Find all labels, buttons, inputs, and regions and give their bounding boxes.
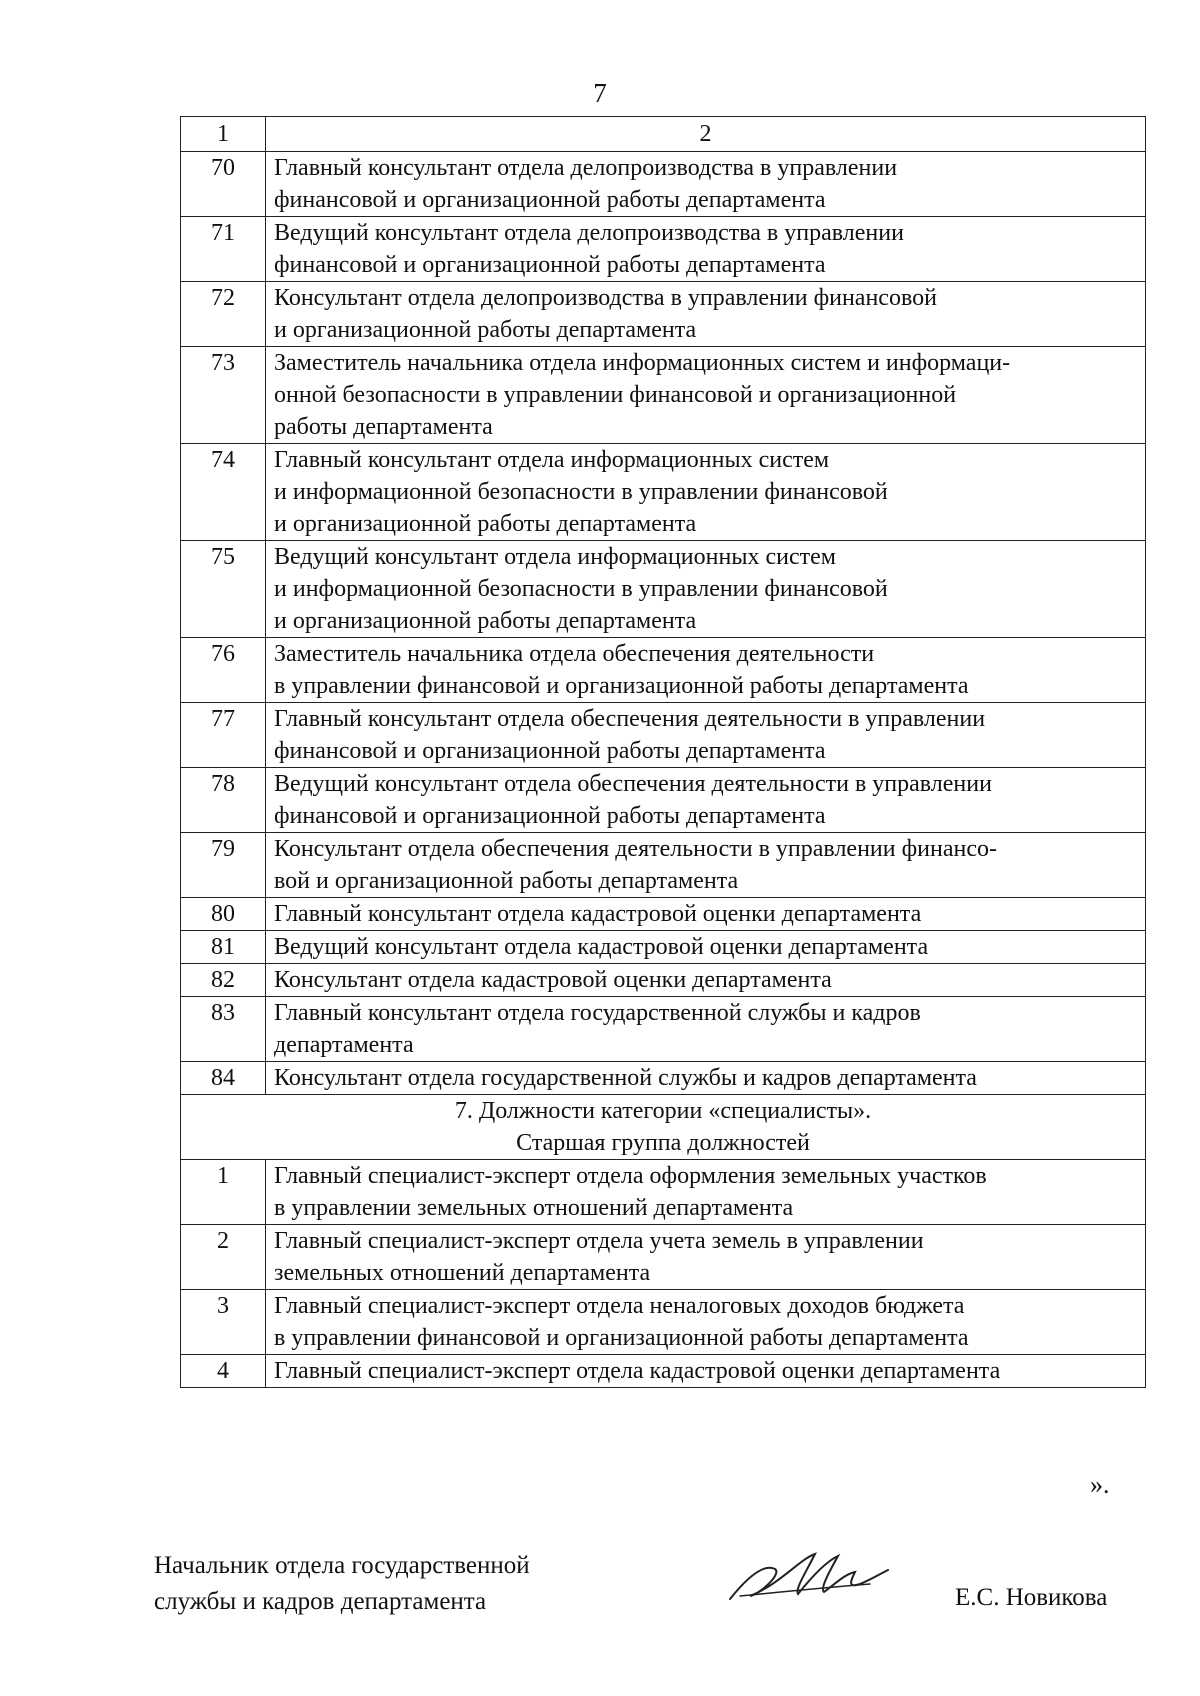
table-row: [181, 833, 1146, 898]
row-position-title: Главный специалист-эксперт отдела неналоговых доходов бюджета в управлении финансовой и организационной работы департамента: [266, 1290, 1146, 1355]
table-row: [181, 898, 1146, 931]
table-row: [181, 997, 1146, 1062]
section-heading-row: [181, 1095, 1146, 1160]
signatory-title: Начальник отдела государственной службы и кадров департамента: [154, 1552, 530, 1615]
table-row: [181, 964, 1146, 997]
row-number: 75: [181, 541, 266, 638]
row-number: 83: [181, 997, 266, 1062]
table-row: [181, 217, 1146, 282]
row-number: 76: [181, 638, 266, 703]
signer-name: Е.С. Новикова: [955, 1584, 1108, 1611]
table-row: [181, 1225, 1146, 1290]
row-position-title: Консультант отдела делопроизводства в управлении финансовой и организационной работы департамента: [266, 282, 1146, 347]
table-row: [181, 541, 1146, 638]
row-position-title: Главный специалист-эксперт отдела кадастровой оценки департамента: [266, 1355, 1146, 1388]
table-row: [181, 152, 1146, 217]
row-position-title: Заместитель начальника отдела обеспечения деятельности в управлении финансовой и организационной работы департамента: [266, 638, 1146, 703]
row-position-title: Главный консультант отдела делопроизводства в управлении финансовой и организационной работы департамента: [266, 152, 1146, 217]
row-number: 3: [181, 1290, 266, 1355]
handwritten-signature: [720, 1544, 900, 1614]
row-number: 84: [181, 1062, 266, 1095]
header-col-1: 1: [181, 117, 266, 152]
table-row: [181, 1160, 1146, 1225]
row-position-title: Ведущий консультант отдела информационных систем и информационной безопасности в управлении финансовой и организационной работы департамента: [266, 541, 1146, 638]
table-row: [181, 347, 1146, 444]
row-position-title: Консультант отдела кадастровой оценки департамента: [266, 964, 1146, 997]
table-row: [181, 638, 1146, 703]
table-row: [181, 931, 1146, 964]
row-number: 4: [181, 1355, 266, 1388]
section-subtitle: Старшая группа должностей: [516, 1130, 810, 1156]
table-row: [181, 1290, 1146, 1355]
row-position-title: Главный консультант отдела обеспечения деятельности в управлении финансовой и организационной работы департамента: [266, 703, 1146, 768]
section-title: 7. Должности категории «специалисты».: [454, 1098, 872, 1124]
row-position-title: Главный консультант отдела государственной службы и кадров департамента: [266, 997, 1146, 1062]
row-number: 81: [181, 931, 266, 964]
table-header-row: [181, 117, 1146, 152]
row-number: 74: [181, 444, 266, 541]
row-number: 73: [181, 347, 266, 444]
page-number: 7: [593, 78, 607, 108]
row-position-title: Главный консультант отдела информационных систем и информационной безопасности в управлении финансовой и организационной работы департамента: [266, 444, 1146, 541]
table-row: [181, 444, 1146, 541]
row-position-title: Ведущий консультант отдела обеспечения деятельности в управлении финансовой и организационной работы департамента: [266, 768, 1146, 833]
header-col-2: 2: [266, 117, 1146, 152]
row-number: 70: [181, 152, 266, 217]
closing-quote: ».: [1090, 1470, 1110, 1499]
row-position-title: Главный специалист-эксперт отдела оформления земельных участков в управлении земельных отношений департамента: [266, 1160, 1146, 1225]
positions-table: [180, 116, 1146, 1388]
row-position-title: Консультант отдела обеспечения деятельности в управлении финансо- вой и организационной работы департамента: [266, 833, 1146, 898]
row-number: 77: [181, 703, 266, 768]
table-row: [181, 1355, 1146, 1388]
table-row: [181, 768, 1146, 833]
row-number: 79: [181, 833, 266, 898]
table-row: [181, 703, 1146, 768]
row-position-title: Ведущий консультант отдела кадастровой оценки департамента: [266, 931, 1146, 964]
row-position-title: Ведущий консультант отдела делопроизводства в управлении финансовой и организационной работы департамента: [266, 217, 1146, 282]
row-number: 72: [181, 282, 266, 347]
row-position-title: Главный консультант отдела кадастровой оценки департамента: [266, 898, 1146, 931]
row-number: 80: [181, 898, 266, 931]
row-position-title: Главный специалист-эксперт отдела учета земель в управлении земельных отношений департамента: [266, 1225, 1146, 1290]
row-position-title: Заместитель начальника отдела информационных систем и информаци- онной безопасности в управлении финансовой и организационной работы департамента: [266, 347, 1146, 444]
row-number: 78: [181, 768, 266, 833]
row-number: 1: [181, 1160, 266, 1225]
row-number: 82: [181, 964, 266, 997]
row-number: 71: [181, 217, 266, 282]
table-row: [181, 282, 1146, 347]
row-number: 2: [181, 1225, 266, 1290]
row-position-title: Консультант отдела государственной службы и кадров департамента: [266, 1062, 1146, 1095]
table-row: [181, 1062, 1146, 1095]
